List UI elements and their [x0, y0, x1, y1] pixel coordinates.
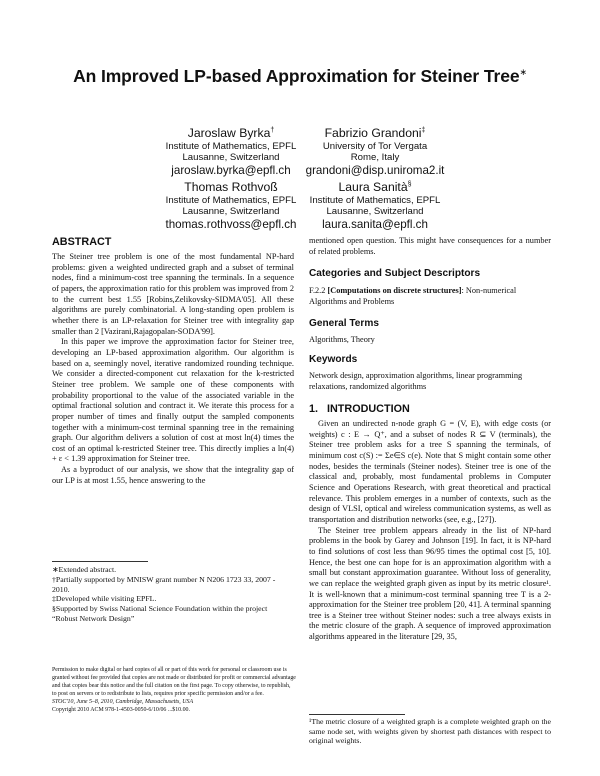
author-name: Jaroslaw Byrka	[187, 126, 271, 141]
author-name: Thomas Rothvoß	[184, 180, 278, 195]
author-location: Lausanne, Switzerland	[182, 152, 280, 164]
author-block	[150, 177, 312, 231]
author-email: jaroslaw.byrka@epfl.ch	[171, 163, 291, 177]
title-footnote-mark: ∗	[519, 67, 527, 78]
author-email: thomas.rothvoss@epfl.ch	[165, 217, 297, 231]
author-affiliation: Institute of Mathematics, EPFL	[309, 195, 441, 207]
introduction-body	[309, 419, 551, 643]
general-terms-heading: General Terms	[309, 318, 379, 329]
abstract-paragraph: As a byproduct of our analysis, we show that the integrality gap of our LP is at most 1.55, hence answering to the	[52, 465, 294, 485]
author-name: Fabrizio Grandoni	[324, 126, 422, 141]
author-email: grandoni@disp.uniroma2.it	[305, 163, 445, 177]
keywords-heading: Keywords	[309, 354, 358, 365]
abstract-body	[52, 252, 294, 486]
footnote-rule	[52, 561, 148, 562]
categories-text: F.2.2 [Computations on discrete structures]: Non-numerical Algorithms and Problems	[309, 286, 517, 306]
footnote: †Partially supported by MNISW grant number N N206 1723 33, 2007 - 2010.	[52, 574, 276, 594]
author-location: Lausanne, Switzerland	[326, 206, 424, 218]
copyright-line: Copyright 2010 ACM 978-1-4503-0050-6/10/06 ...$10.00.	[52, 707, 190, 714]
abstract-paragraph: The Steiner tree problem is one of the most fundamental NP-hard problems: given a weighted undirected graph and a subset of terminal nodes, find a minimum-cost tree spanning the terminals. In a sequence of papers, the approximation ratio for this problem was improved from 2 to the current best 1.55 [Robins,Zelikovsky-SIDMA'05]. All these algorithms are purely combinatorial. A long-standing open problem is whether there is an LP-relaxation for Steiner tree with integrality gap smaller than 2 [Vazirani,Rajagopalan-SODA'99].	[52, 252, 294, 336]
author-affiliation: Institute of Mathematics, EPFL	[165, 141, 297, 153]
author-email: laura.sanita@epfl.ch	[322, 217, 428, 231]
abstract-heading: ABSTRACT	[52, 236, 112, 248]
general-terms-text: Algorithms, Theory	[309, 335, 375, 344]
author-block: Laura Sanità§ Institute of Mathematics, EPFL Lausanne, Switzerland laura.sanita@epfl.ch	[294, 177, 456, 231]
author-name: Laura Sanità	[338, 180, 408, 195]
abstract-continued: mentioned open question. This might have consequences for a number of related problems.	[309, 236, 551, 256]
paper-title: An Improved LP-based Approximation for Steiner Tree∗	[73, 66, 527, 86]
footnote: ∗Extended abstract.	[52, 565, 117, 574]
keywords-text: Network design, approximation algorithms, linear programming relaxations, randomized algorithms	[309, 371, 523, 391]
abstract-paragraph: In this paper we improve the approximation factor for Steiner tree, developing an LP-based approximation algorithm. Our algorithm is based on a, seemingly novel, iterative randomized rounding technique. We consider a directed-component cut relaxation for the k-restricted Steiner tree problem. We sample one of these components with probability proportional to the value of the associated variable in the optimal fractional solution and contract it. We iterate this process for a proper number of times and finally output the sampled components together with a minimum-cost terminal spanning tree in the remaining graph. Our algorithm delivers a solution of cost at most ln(4) times the cost of an optimal k-restricted Steiner tree. This directly implies a ln(4) + ε < 1.39 approximation for Steiner tree.	[52, 337, 294, 464]
author-block: Fabrizio Grandoni‡ University of Tor Vergata Rome, Italy grandoni@disp.uniroma2.it	[294, 123, 456, 177]
footnotes	[52, 565, 294, 624]
permission-text: Permission to make digital or hard copies of all or part of this work for personal or classroom use is granted without fee provided that copies are not made or distributed for profit or commercial advantage and that copies bear this notice and the full citation on the first page. To copy otherwise, to republish, to post on servers or to redistribute to lists, requires prior specific permission and/or a fee.	[52, 667, 296, 698]
footnote-rule	[309, 714, 405, 715]
introduction-paragraph: The Steiner tree problem appears already in the list of NP-hard problems in the book by Garey and Johnson [19]. In fact, it is NP-hard to find solutions of cost less than 96/95 times the optimal cost [5, 10]. Hence, the best one can hope for is an approximation algorithm with a small but constant approximation guarantee. Without loss of generality, we can replace the weighted graph given as input by its metric closure¹. It is well-known that a minimum-cost terminal spanning tree T is a 2-approximation for the Steiner tree problem [20, 41]. A terminal spanning tree is a Steiner tree without Steiner nodes: such a tree always exists in the metric closure of the graph. A sequence of improved approximation algorithms appeared in the literature [29, 35,	[309, 525, 551, 642]
author-affiliation: Institute of Mathematics, EPFL	[165, 195, 297, 207]
author-block: Jaroslaw Byrka† Institute of Mathematics, EPFL Lausanne, Switzerland jaroslaw.byrka@epfl.ch	[150, 123, 312, 177]
conference-venue: STOC'10, June 5–8, 2010, Cambridge, Massachusetts, USA	[52, 699, 194, 706]
footnote: ‡Developed while visiting EPFL.	[52, 594, 157, 604]
author-location: Lausanne, Switzerland	[182, 206, 280, 218]
footnote: §Supported by Swiss National Science Foundation within the project “Robust Network Design”	[52, 604, 268, 623]
intro-footnote: ¹The metric closure of a weighted graph is a complete weighted graph on the same node set, with weights given by shortest path distances with respect to original weights.	[309, 717, 551, 746]
author-affiliation: University of Tor Vergata	[322, 141, 428, 153]
introduction-paragraph: Given an undirected n-node graph G = (V, E), with edge costs (or weights) c : E → Q⁺, and a subset of nodes R ⊆ V (terminals), the Steiner tree problem asks for a tree S spanning the terminals, of minimum cost c(S) := Σe∈S c(e). Note that S might contain some other nodes, besides the terminals (Steiner nodes). Steiner tree is one of the classical and, probably, most fundamental problems in Computer Science and Operations Research, with great theoretical and practical relevance. This problem emerges in a number of contexts, such as the design of VLSI, optical and wireless communication systems, as well as transportation and distribution networks (see, e.g., [27]).	[309, 419, 551, 524]
permission-notice	[52, 666, 296, 715]
author-location: Rome, Italy	[350, 152, 400, 164]
categories-heading: Categories and Subject Descriptors	[309, 268, 481, 279]
introduction-heading: 1. INTRODUCTION	[309, 403, 410, 415]
